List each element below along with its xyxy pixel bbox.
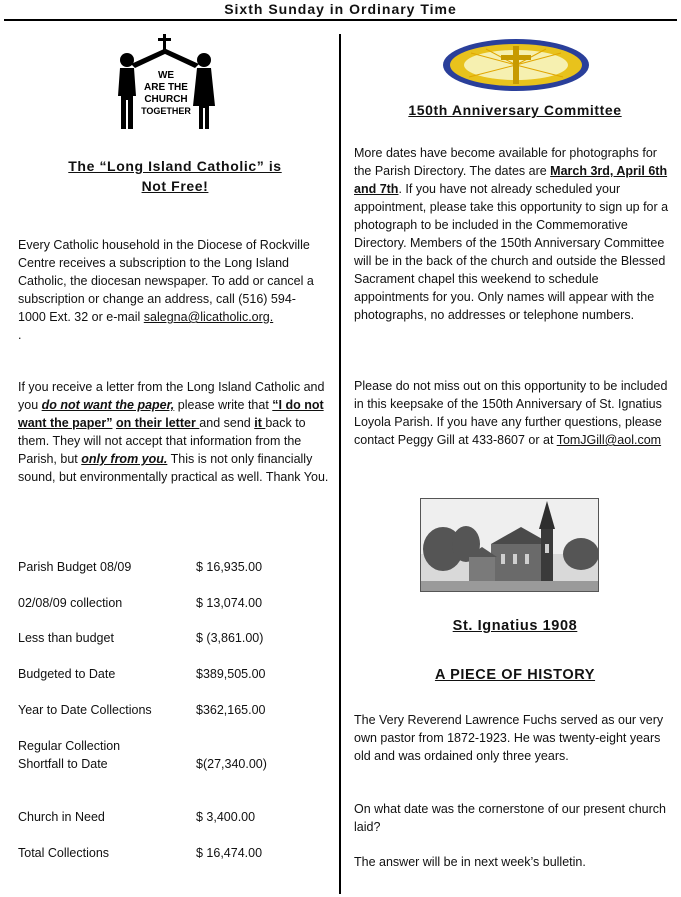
anniversary-p2-a: Please do not miss out on this opportunity to be included in this keepsake of the 150th Anniversary of St. Ignatius Loyola Parish. If you have any further questions, please contact Peggy Gill at 433-8607 or at [354,379,668,447]
lic-title-line2: Not Free! [141,178,209,194]
photo-caption: St. Ignatius 1908 [452,618,578,634]
history-question: On what date was the cornerstone of our present church laid? [354,802,666,834]
page-title: Sixth Sunday in Ordinary Time [224,1,457,17]
lic-title [20,156,330,196]
anniversary-paragraph-2 [354,377,678,449]
seal-cross-vertical [513,46,519,84]
finance-label: 02/08/09 collection [18,596,123,610]
anniversary-dates: March 3rd, April 6th and 7th [354,164,668,196]
photo-spire-tower [541,529,553,582]
logo-text-line1: WE [157,70,175,81]
church-1908-photo [420,498,599,592]
finance-label: Budgeted to Date [18,667,116,681]
lic-p2-f: on their letter [115,416,200,430]
logo-left-head [120,53,134,67]
finance-value: $(27,340.00) [196,757,267,771]
lic-p2-k: This is not only financially sound, but environmentally practical as well. Thank You. [18,452,329,484]
logo-right-head [197,53,211,67]
logo-right-arm [163,49,199,68]
finance-label: Parish Budget 08/09 [18,560,132,574]
finance-value: $ 16,474.00 [196,846,263,860]
finance-value: $ (3,861.00) [196,631,264,645]
logo-cross-vertical [163,34,166,50]
lic-p2-j: only from you. [81,452,168,466]
lic-paragraph-1 [18,236,323,344]
anniversary-title: 150th Anniversary Committee [408,102,622,118]
finance-value: $389,505.00 [196,667,266,681]
logo-text-line3: CHURCH [144,94,188,105]
lic-p2-h: it [254,416,266,430]
finance-value: $ 16,935.00 [196,560,263,574]
lic-p1-text: Every Catholic household in the Diocese of Rockville Centre receives a subscription to the Long Island Catholic, the diocesan newspaper. To add or cancel a subscription or change an address, call (516) 594-1000 Ext. 32 or e-mail [18,238,314,324]
logo-right-figure [193,68,215,129]
lic-paragraph-2 [18,378,336,486]
finance-label: Total Collections [18,846,110,860]
lic-p2-a: If you receive a letter from the Long Island Catholic and you [18,380,325,412]
finance-value: $362,165.00 [196,703,266,717]
logo-left-arm [131,49,167,68]
lic-p2-i: back to them. They will not accept that information from the Parish, but [18,416,306,466]
logo-cross-horizontal [158,38,171,41]
finance-label-line2: Shortfall to Date [18,757,108,771]
anniversary-p1-a: More dates have become available for photographs for the Parish Directory. The dates are [354,146,657,178]
logo-text-line4: TOGETHER [141,106,191,116]
seal-cross-horizontal [501,55,531,60]
anniversary-email-link[interactable]: TomJGill@aol.com [556,433,662,447]
anniversary-p1-b: . If you have not already scheduled your appointment, please take this opportunity to sign up for a photograph to be included in the Commemorative Directory. Members of the 150th Anniversary Committee will be in the back of the church and outside the Blessed Sacrament chapel this weekend to schedule appointments for you. Only names will appear with the photographs, no addresses or telephone numbers. [354,182,669,322]
finance-label: Regular Collection [18,739,121,753]
lic-p1-dot: . [18,328,22,342]
logo-text-line2: ARE THE [144,82,188,93]
history-paragraph-1: The Very Reverend Lawrence Fuchs served as our very own pastor from 1872-1923. He was twenty-eight years old and was ordained only three years. [354,713,664,763]
finance-label: Church in Need [18,810,105,824]
finance-label: Less than budget [18,631,114,645]
lic-email-link[interactable]: salegna@licatholic.org. [143,310,274,324]
finance-value: $ 3,400.00 [196,810,256,824]
church-together-logo [111,34,221,134]
lic-p2-b: do not want the paper, [41,398,175,412]
logo-left-figure [118,68,136,129]
header-rule [4,19,677,21]
anniversary-paragraph-1 [354,144,676,324]
finance-value: $ 13,074.00 [196,596,263,610]
lic-title-line1: The “Long Island Catholic” is [68,158,282,174]
finance-label: Year to Date Collections [18,703,152,717]
anniversary-seal-logo [441,37,591,93]
lic-p2-c: please write that [174,398,273,412]
column-divider [339,34,341,894]
bulletin-header [0,0,681,22]
history-answer-note: The answer will be in next week’s bulletin. [354,855,586,869]
lic-p2-d: “I do not want the paper” [18,398,324,430]
history-title: A PIECE OF HISTORY [434,667,596,683]
lic-p2-g: and send [199,416,255,430]
